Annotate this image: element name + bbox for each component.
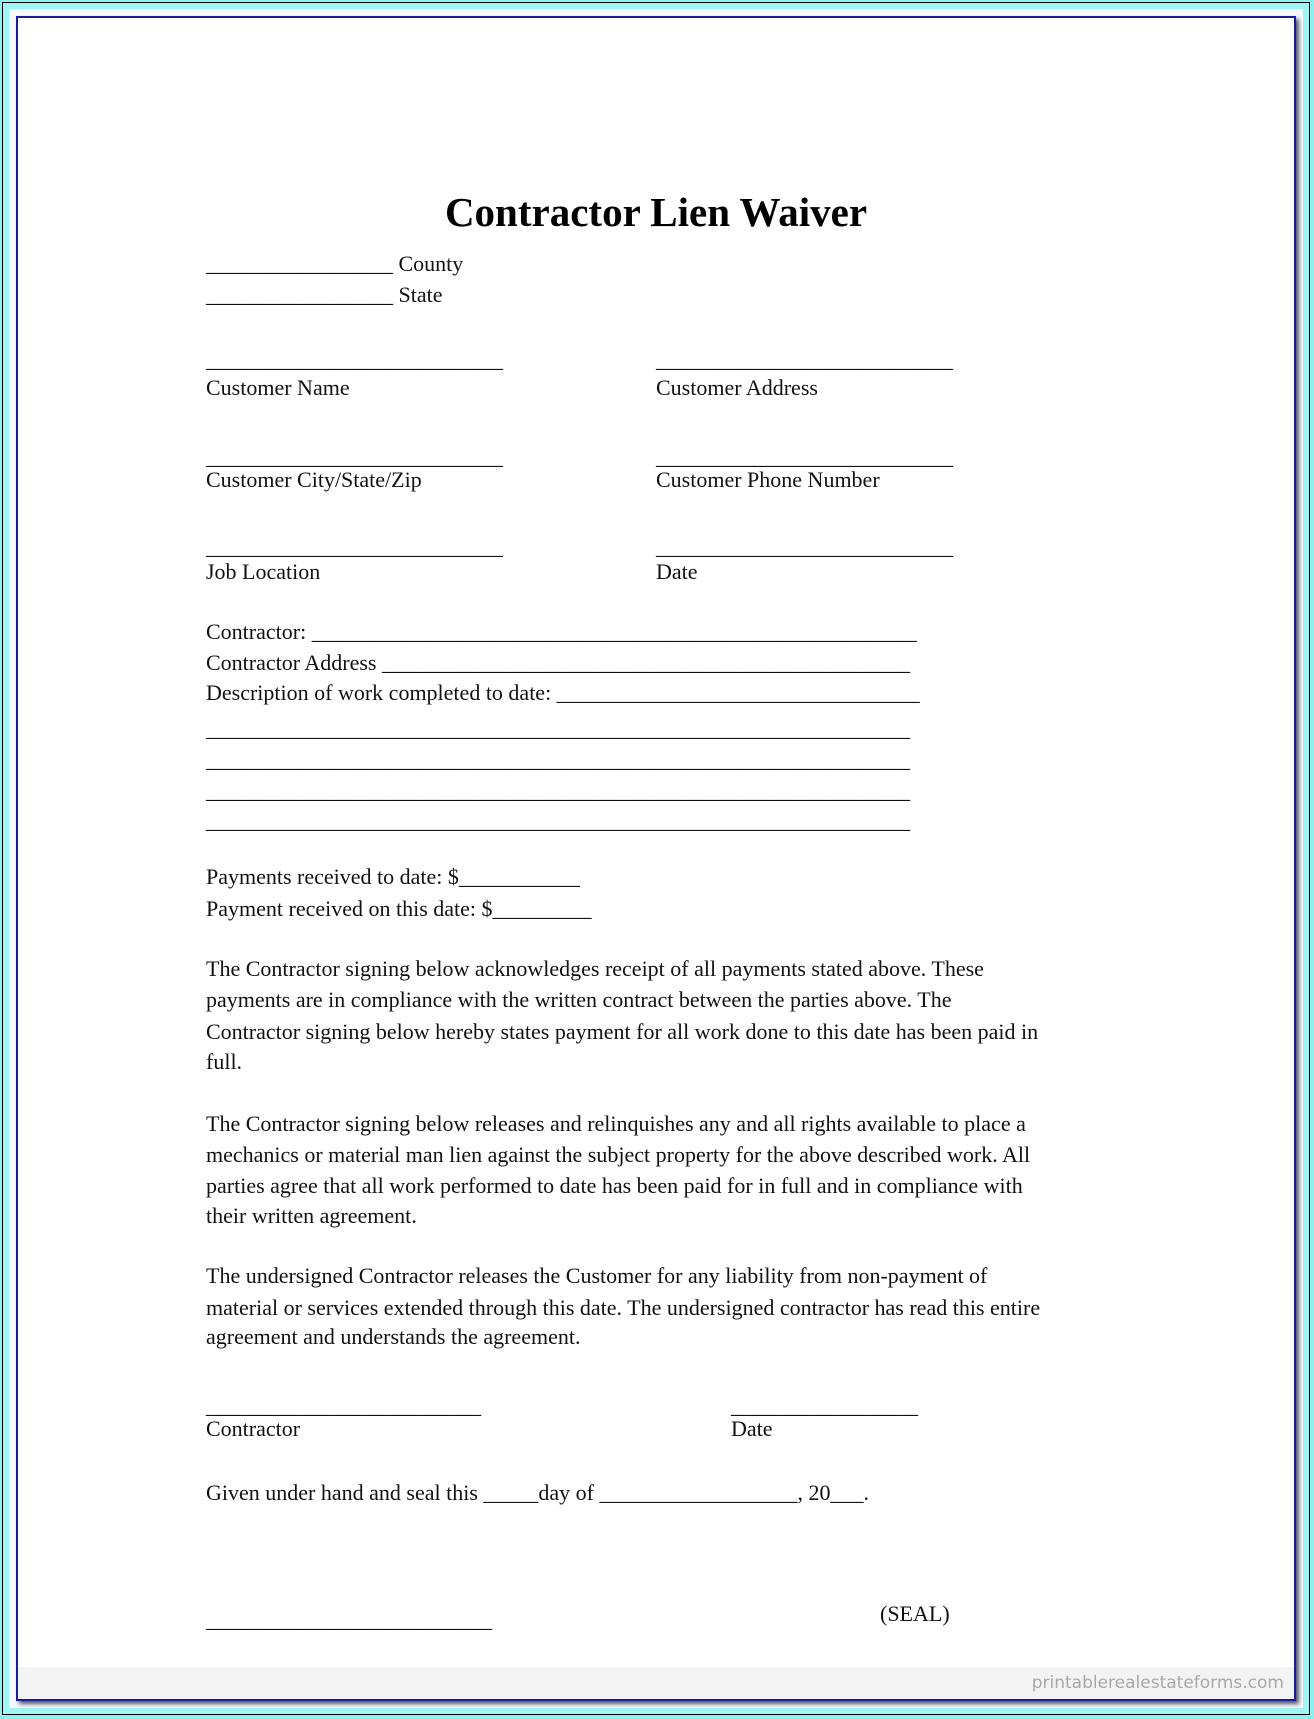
state-field: _________________ State [206,282,443,307]
blank-line-right[interactable]: ___________________________ [656,444,953,469]
given-under-hand-line[interactable]: Given under hand and seal this _____day of __________________, 20___. [206,1480,869,1505]
paragraph-2-text: parties agree that all work performed to date has been paid for in full and in compliance with [206,1173,1023,1198]
description-line[interactable]: Description of work completed to date: _________________________________ [206,680,920,705]
paragraph-2-text: mechanics or material man lien against the subject property for the above described work. All [206,1142,1031,1167]
field-label-right: Customer Address [656,375,818,400]
blank-line-left[interactable]: ___________________________ [206,534,503,559]
seal-signature-line[interactable]: __________________________ [206,1607,492,1632]
date-label: Date [731,1416,773,1441]
blank-line-left[interactable]: ___________________________ [206,444,503,469]
paragraph-1-text: The Contractor signing below acknowledges receipt of all payments stated above. These [206,956,984,981]
paragraph-1-text: payments are in compliance with the written contract between the parties above. The [206,987,952,1012]
blank-line-right[interactable]: ___________________________ [656,534,953,559]
description-blank-line[interactable]: ________________________________________________________________ [206,778,910,803]
payments-to-date-line[interactable]: Payments received to date: $___________ [206,864,580,889]
field-label-left: Job Location [206,559,321,584]
signature-line[interactable]: _________________________ [206,1393,481,1418]
footer-band [18,1667,1294,1699]
blank-line-right[interactable]: ___________________________ [656,347,953,372]
field-label-right: Date [656,559,698,584]
date-line[interactable]: _________________ [731,1393,918,1418]
paragraph-2-text: their written agreement. [206,1203,417,1228]
contractor-address-line[interactable]: Contractor Address ________________________________________________ [206,650,910,675]
paragraph-2-text: The Contractor signing below releases and relinquishes any and all rights available to place a [206,1111,1026,1136]
field-label-left: Customer Name [206,375,350,400]
paragraph-3-text: material or services extended through this date. The undersigned contractor has read this entire [206,1295,1041,1320]
blank-line-left[interactable]: ___________________________ [206,347,503,372]
paragraph-3-text: The undersigned Contractor releases the Customer for any liability from non-payment of [206,1263,988,1288]
county-field: _________________ County [206,251,464,276]
paragraph-3-text: agreement and understands the agreement. [206,1324,581,1349]
description-blank-line[interactable]: ________________________________________________________________ [206,808,910,833]
watermark: printablerealestateforms.com [1031,1673,1284,1693]
seal-label: (SEAL) [880,1601,950,1626]
signature-label: Contractor [206,1416,301,1441]
description-blank-line[interactable]: ________________________________________________________________ [206,716,910,741]
field-label-left: Customer City/State/Zip [206,467,422,492]
contractor-line[interactable]: Contractor: _______________________________________________________ [206,619,917,644]
description-blank-line[interactable]: ________________________________________________________________ [206,747,910,772]
field-label-right: Customer Phone Number [656,467,880,492]
paragraph-1-text: full. [206,1049,243,1074]
payment-this-date-line[interactable]: Payment received on this date: $_________ [206,896,592,921]
document-title: Contractor Lien Waiver [444,189,868,235]
paragraph-1-text: Contractor signing below hereby states payment for all work done to this date has been paid in [206,1019,1039,1044]
